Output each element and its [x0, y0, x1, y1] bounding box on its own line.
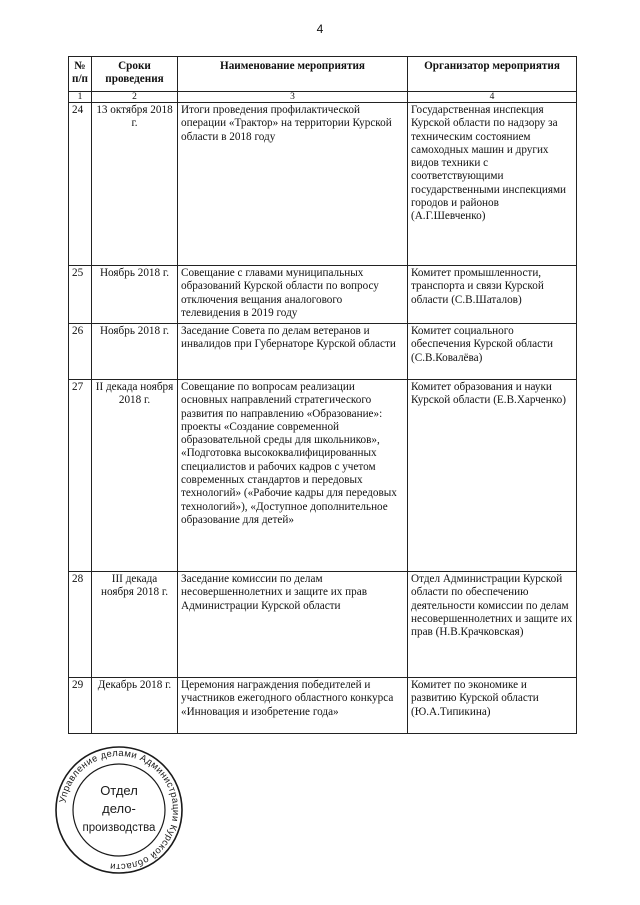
stamp-ring-textpath: Управление делами Администрации Курской области	[57, 747, 182, 873]
event-date: II декада ноября 2018 г.	[92, 380, 178, 572]
column-number-row	[69, 92, 577, 103]
event-name: Итоги проведения профилактической операции «Трактор» на территории Курской области в 2018 году	[178, 103, 408, 266]
event-date: Декабрь 2018 г.	[92, 678, 178, 734]
table-row	[69, 678, 577, 734]
column-number: 4	[408, 92, 577, 103]
event-date: Ноябрь 2018 г.	[92, 324, 178, 380]
event-name: Совещание по вопросам реализации основных направлений стратегического развития по направлению «Образование»: проекты «Создание современной образовательной среды для школьников», «Подготовка высококвалифицированных специалистов и рабочих кадров с учетом современных стандартов и передовых технологий» («Рабочие кадры для передовых технологий»), «Доступное дополнительное образование для детей»	[178, 380, 408, 572]
header-date: Сроки проведения	[92, 57, 178, 92]
event-name: Совещание с главами муниципальных образований Курской области по вопросу отключения вещания аналогового телевидения в 2019 году	[178, 266, 408, 324]
header-name: Наименование мероприятия	[178, 57, 408, 92]
table-row	[69, 572, 577, 678]
department-stamp	[50, 745, 188, 875]
stamp-center-line-3: производства	[82, 822, 156, 834]
row-number: 28	[69, 572, 92, 678]
event-date: Ноябрь 2018 г.	[92, 266, 178, 324]
column-number: 1	[69, 92, 92, 103]
event-organizer: Комитет промышленности, транспорта и связи Курской области (С.В.Шаталов)	[408, 266, 577, 324]
table-row	[69, 380, 577, 572]
header-num: № п/п	[69, 57, 92, 92]
header-row	[69, 57, 577, 92]
event-organizer: Комитет социального обеспечения Курской области (С.В.Ковалёва)	[408, 324, 577, 380]
event-organizer: Отдел Администрации Курской области по обеспечению деятельности комиссии по делам несовершеннолетних и защите их прав (Н.В.Крачковская)	[408, 572, 577, 678]
event-name: Церемония награждения победителей и участников ежегодного областного конкурса «Инновация и изобретение года»	[178, 678, 408, 734]
row-number: 26	[69, 324, 92, 380]
row-number: 25	[69, 266, 92, 324]
events-table	[68, 56, 577, 734]
event-organizer: Государственная инспекция Курской области по надзору за техническим состоянием самоходных машин и других видов техники с соответствующими государственными инспекциями городов и районов (А.Г.Шевченко)	[408, 103, 577, 266]
column-number: 2	[92, 92, 178, 103]
row-number: 24	[69, 103, 92, 266]
table-row	[69, 103, 577, 266]
page-number: 4	[316, 22, 324, 36]
event-organizer: Комитет образования и науки Курской области (Е.В.Харченко)	[408, 380, 577, 572]
event-organizer: Комитет по экономике и развитию Курской области (Ю.А.Типикина)	[408, 678, 577, 734]
table-row	[69, 324, 577, 380]
stamp-center-line-2: дело-	[102, 801, 136, 816]
stamp-center-line-1: Отдел	[100, 783, 138, 798]
event-date: III декада ноября 2018 г.	[92, 572, 178, 678]
column-number: 3	[178, 92, 408, 103]
table-row	[69, 266, 577, 324]
event-date: 13 октября 2018 г.	[92, 103, 178, 266]
row-number: 29	[69, 678, 92, 734]
row-number: 27	[69, 380, 92, 572]
event-name: Заседание комиссии по делам несовершеннолетних и защите их прав Администрации Курской области	[178, 572, 408, 678]
header-organizer: Организатор мероприятия	[408, 57, 577, 92]
event-name: Заседание Совета по делам ветеранов и инвалидов при Губернаторе Курской области	[178, 324, 408, 380]
